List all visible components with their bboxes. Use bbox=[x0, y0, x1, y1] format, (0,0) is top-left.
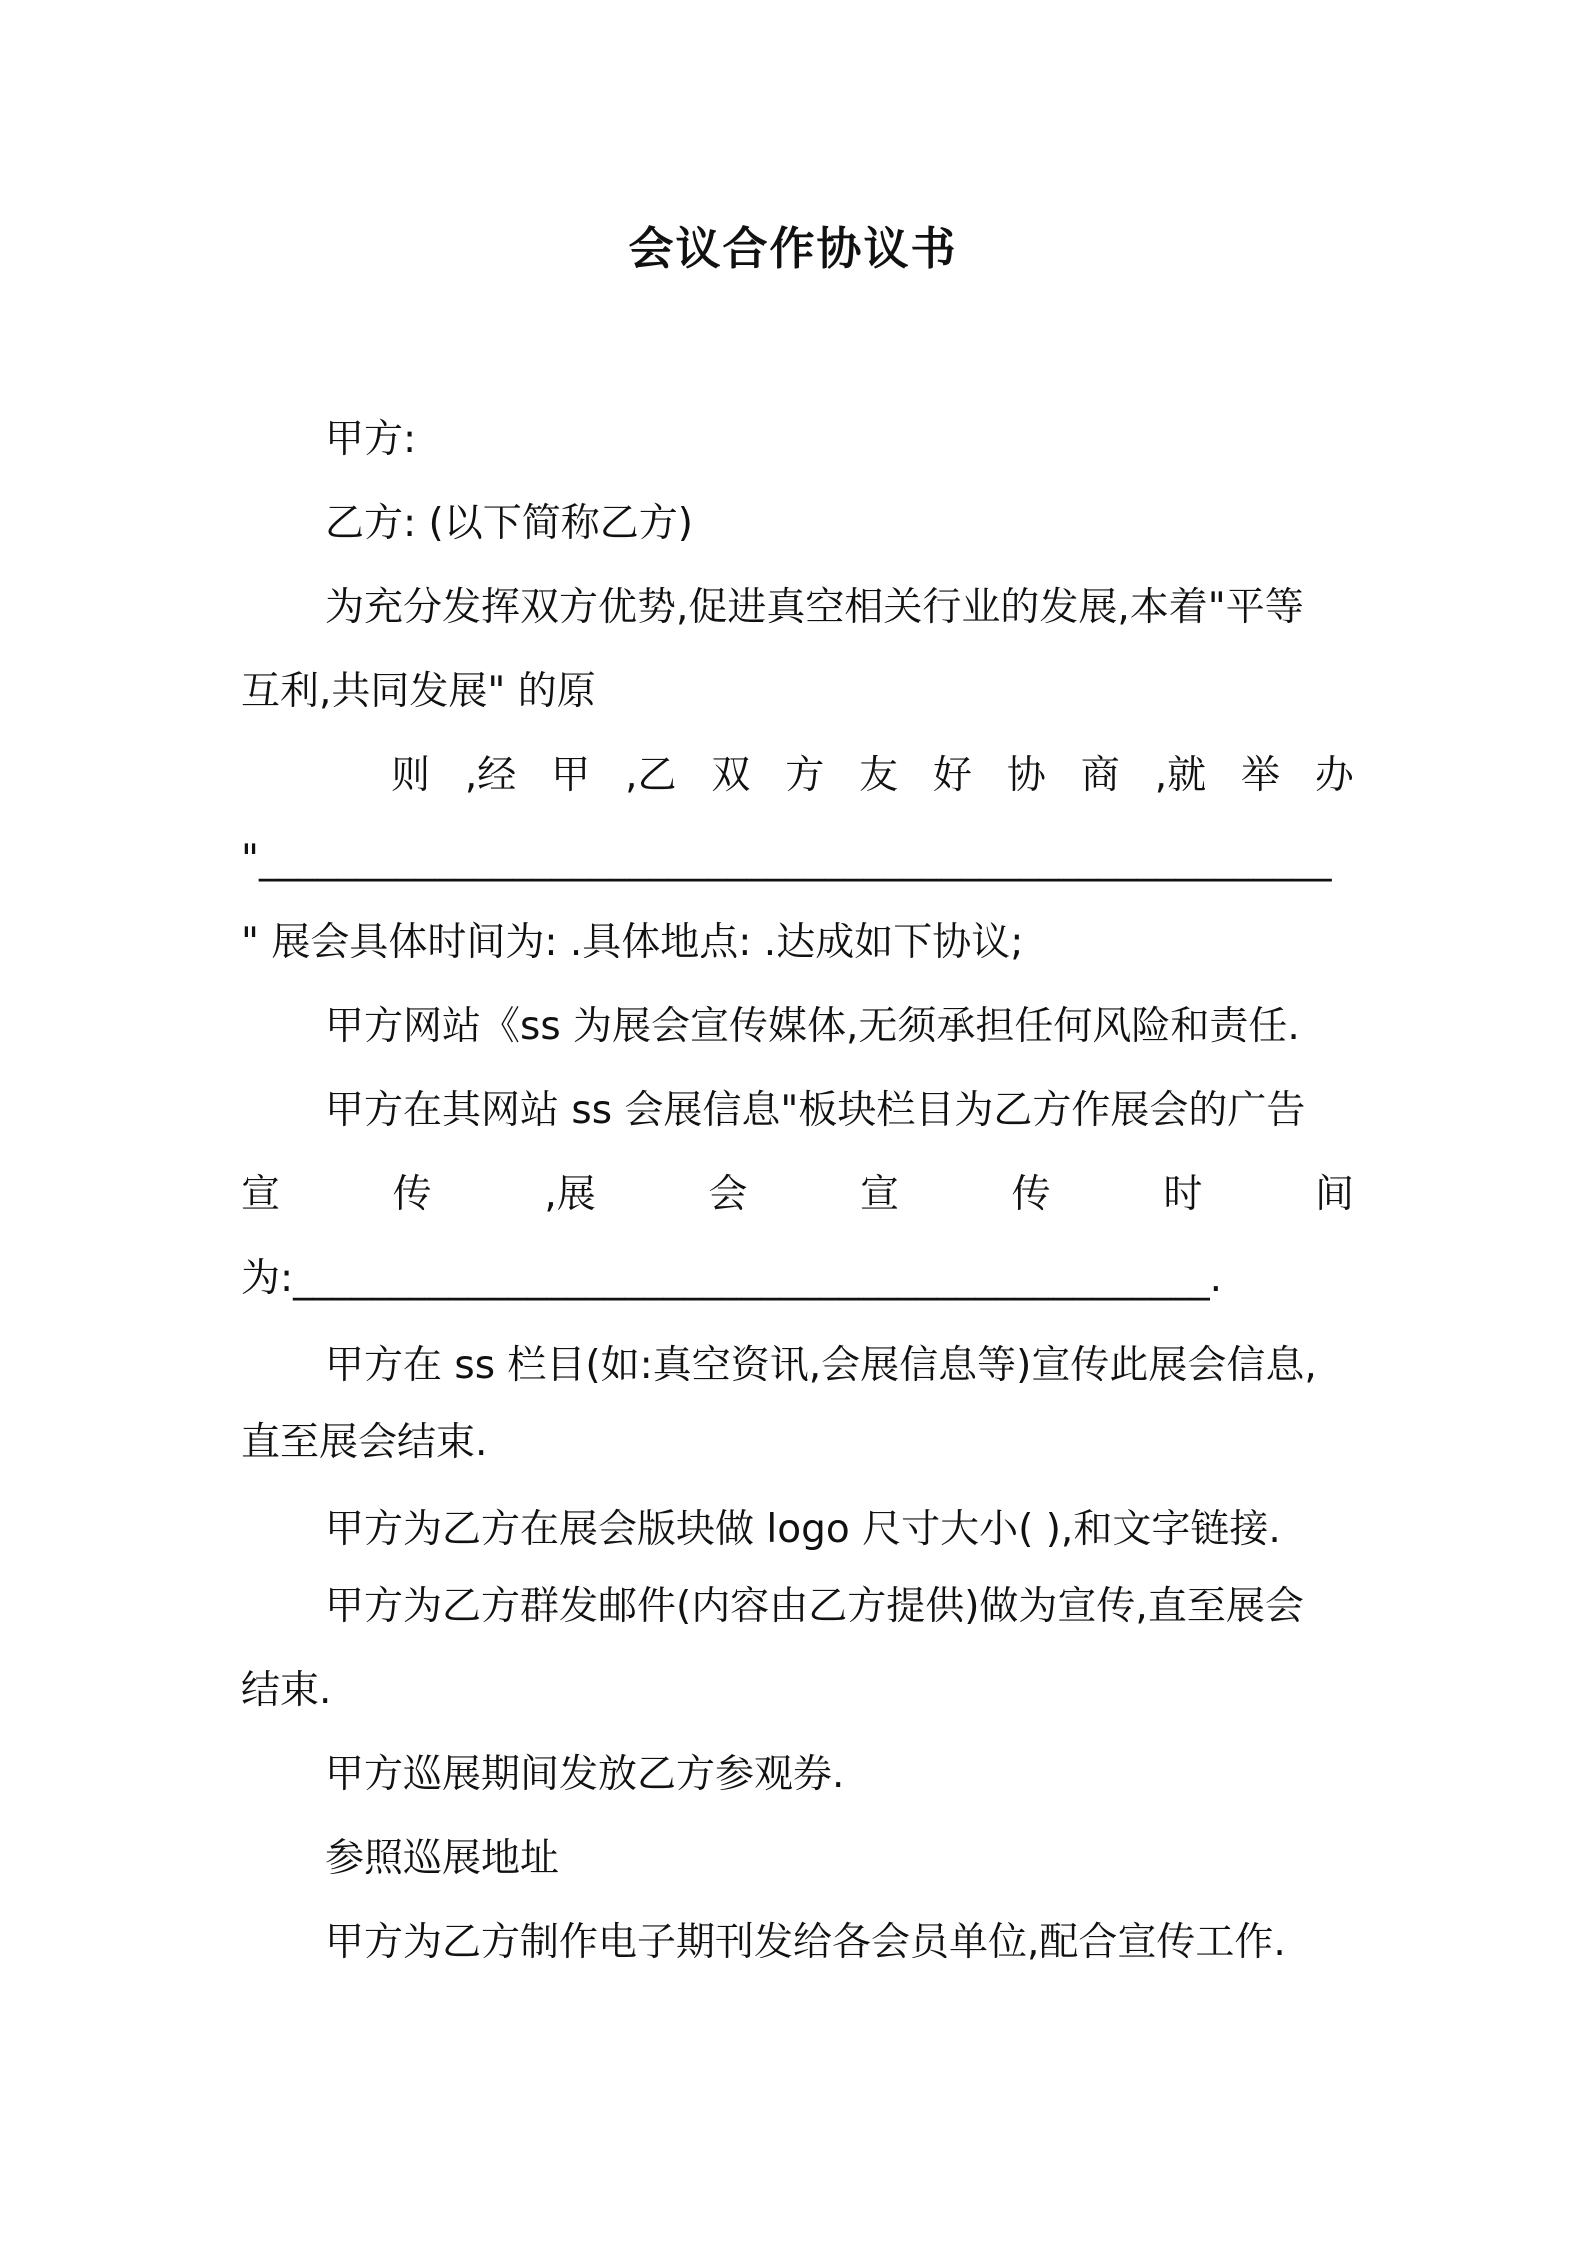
justified-token: 则 bbox=[391, 753, 431, 798]
justified-token: 举 bbox=[1240, 753, 1280, 798]
paragraph-line: 结束. bbox=[241, 1668, 332, 1713]
justified-line bbox=[241, 746, 1354, 806]
justified-token: 甲 bbox=[551, 753, 591, 798]
justified-token: 传 bbox=[392, 1172, 432, 1217]
paragraph-line: 为充分发挥双方优势,促进真空相关行业的发展,本着"平等 bbox=[325, 585, 1304, 630]
paragraph-line: 互利,共同发展" 的原 bbox=[241, 669, 596, 714]
justified-token: 时 bbox=[1163, 1172, 1203, 1217]
justified-token: 方 bbox=[785, 753, 825, 798]
justified-token: 双 bbox=[711, 753, 751, 798]
paragraph-line: 甲方巡展期间发放乙方参观券. bbox=[325, 1752, 845, 1797]
paragraph-line: 甲方为乙方群发邮件(内容由乙方提供)做为宣传,直至展会 bbox=[325, 1584, 1304, 1629]
justified-token: 协 bbox=[1006, 753, 1046, 798]
blank-line: "_______________________________________________________ bbox=[241, 837, 1332, 882]
justified-line bbox=[241, 1165, 1354, 1225]
justified-token: 传 bbox=[1011, 1172, 1051, 1217]
justified-token: 办 bbox=[1314, 753, 1354, 798]
justified-token: ,乙 bbox=[625, 753, 677, 798]
paragraph-line: 直至展会结束. bbox=[241, 1420, 488, 1465]
paragraph-line: 甲方为乙方制作电子期刊发给各会员单位,配合宣传工作. bbox=[325, 1920, 1286, 1965]
paragraph-line: 甲方在其网站 ss 会展信息"板块栏目为乙方作展会的广告 bbox=[325, 1088, 1306, 1133]
paragraph-line: 甲方为乙方在展会版块做 logo 尺寸大小( ),和文字链接. bbox=[325, 1507, 1281, 1552]
justified-token: 间 bbox=[1314, 1172, 1354, 1217]
paragraph-line: 参照巡展地址 bbox=[325, 1836, 560, 1881]
party-a-line: 甲方: bbox=[325, 417, 417, 462]
justified-token: 好 bbox=[933, 753, 973, 798]
justified-token: ,经 bbox=[464, 753, 517, 798]
justified-token: 会 bbox=[708, 1172, 748, 1217]
justified-token: 友 bbox=[859, 753, 899, 798]
party-b-line: 乙方: (以下简称乙方) bbox=[325, 501, 693, 546]
paragraph-line: " 展会具体时间为: .具体地点: .达成如下协议; bbox=[241, 920, 1024, 965]
justified-token: ,展 bbox=[544, 1172, 596, 1217]
paragraph-line: 甲方网站《ss 为展会宣传媒体,无须承担任何风险和责任. bbox=[325, 1004, 1300, 1049]
document-title: 会议合作协议书 bbox=[628, 222, 958, 275]
justified-token: 商 bbox=[1080, 753, 1120, 798]
justified-token: 宣 bbox=[241, 1172, 281, 1217]
justified-token: ,就 bbox=[1154, 753, 1207, 798]
justified-token: 宣 bbox=[860, 1172, 900, 1217]
blank-line: 为:_______________________________________________. bbox=[241, 1256, 1223, 1301]
paragraph-line: 甲方在 ss 栏目(如:真空资讯,会展信息等)宣传此展会信息, bbox=[325, 1343, 1317, 1388]
